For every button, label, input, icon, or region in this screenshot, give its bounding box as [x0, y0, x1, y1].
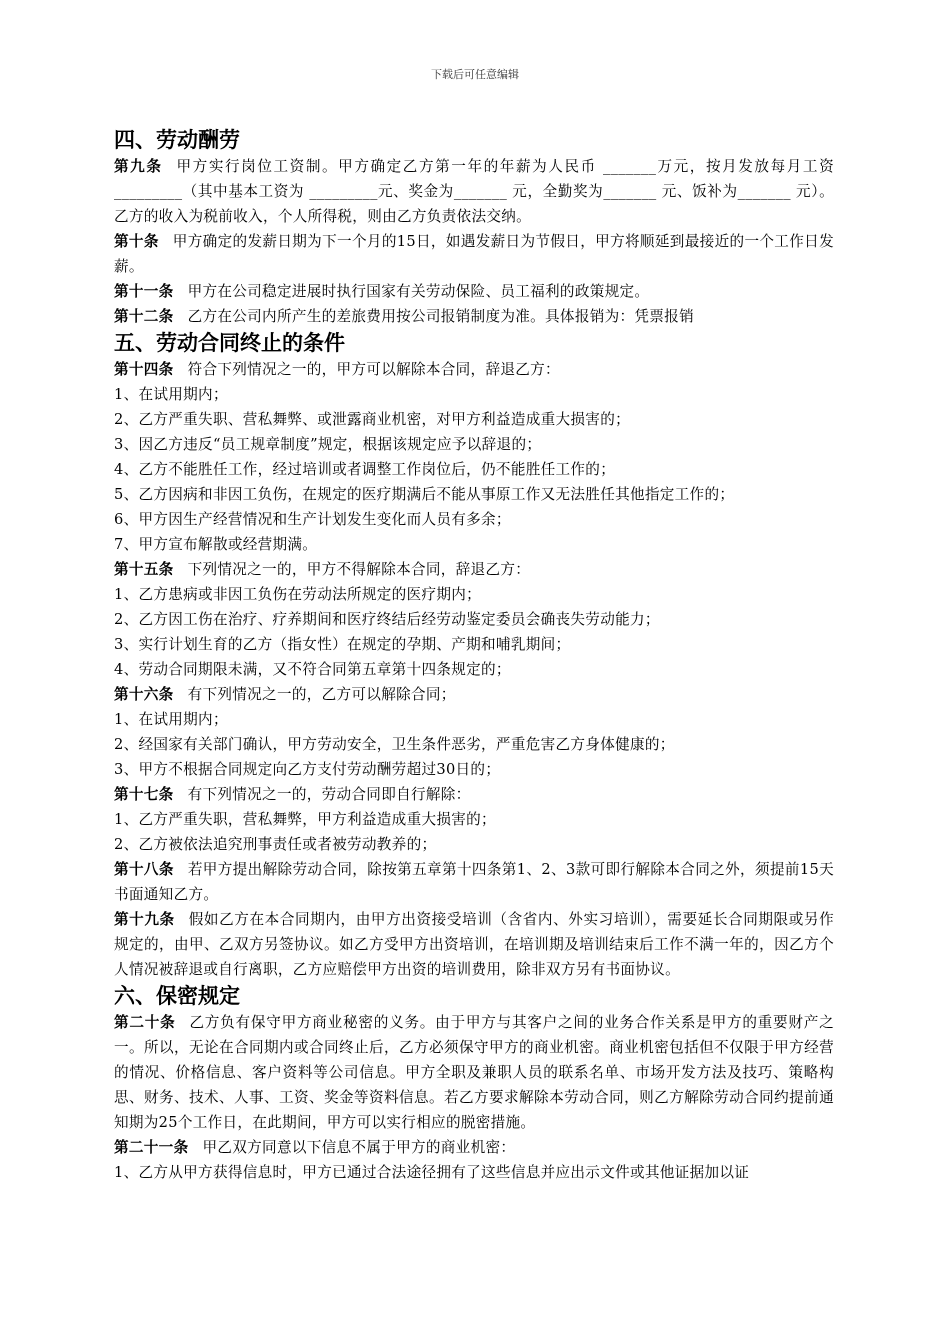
article-paragraph — [114, 357, 834, 382]
article-label: 第十一条 — [114, 283, 174, 300]
article-text: 甲方确定的发薪日期为下一个月的15日，如遇发薪日为节假日，甲方将顺延到最接近的一个工作日发薪。 — [114, 233, 834, 275]
article-text: 甲方实行岗位工资制。甲方确定乙方第一年的年薪为人民币 _______万元，按月发放每月工资_________（其中基本工资为 _________元、奖金为_______ 元，全勤奖为_______ 元、饭补为_______ 元）。 乙方的收入为税前收入，个人所得税，则由乙方负责依法交纳。 — [114, 158, 834, 225]
article-paragraph — [114, 229, 834, 279]
article-text: 乙方在公司内所产生的差旅费用按公司报销制度为准。具体报销为：凭票报销 — [187, 308, 694, 325]
article-paragraph — [114, 682, 834, 707]
list-item: 4、劳动合同期限未满，又不符合同第五章第十四条规定的； — [114, 661, 511, 678]
list-item: 1、在试用期内； — [114, 386, 228, 403]
article-paragraph — [114, 154, 834, 229]
list-item: 2、乙方严重失职、营私舞弊、或泄露商业机密，对甲方利益造成重大损害的； — [114, 411, 630, 428]
list-item: 2、经国家有关部门确认，甲方劳动安全，卫生条件恶劣，严重危害乙方身体健康的； — [114, 736, 675, 753]
article-label: 第十五条 — [114, 561, 174, 578]
section-heading: 五、劳动合同终止的条件 — [114, 331, 345, 355]
list-item: 7、甲方宣布解散或经营期满。 — [114, 536, 318, 553]
list-item: 3、实行计划生育的乙方（指女性）在规定的孕期、产期和哺乳期间； — [114, 636, 571, 653]
article-paragraph — [114, 279, 834, 304]
article-text: 乙方负有保守甲方商业秘密的义务。由于甲方与其客户之间的业务合作关系是甲方的重要财产之一。所以，无论在合同期内或合同终止后，乙方必须保守甲方的商业机密。商业机密包括但不仅限于甲方经营的情况、价格信息、客户资料等公司信息。甲方全职及兼职人员的联系名单、市场开发方法及技巧、策略构思、财务、技术、人事、工资、奖金等资料信息。若乙方要求解除本劳动合同，则乙方解除劳动合同约提前通知期为25个工作日，在此期间，甲方可以实行相应的脱密措施。 — [114, 1014, 834, 1131]
article-paragraph — [114, 782, 834, 807]
article-text: 下列情况之一的，甲方不得解除本合同，辞退乙方： — [187, 561, 531, 578]
section-heading: 六、保密规定 — [114, 984, 240, 1008]
list-item: 1、在试用期内； — [114, 711, 228, 728]
list-item: 3、因乙方违反“员工规章制度”规定，根据该规定应予以辞退的； — [114, 436, 542, 453]
list-item: 1、乙方从甲方获得信息时，甲方已通过合法途径拥有了这些信息并应出示文件或其他证据加以证 — [114, 1164, 750, 1181]
article-text: 甲乙双方同意以下信息不属于甲方的商业机密： — [202, 1139, 516, 1156]
article-paragraph — [114, 557, 834, 582]
article-text: 有下列情况之一的，乙方可以解除合同； — [187, 686, 456, 703]
list-item: 4、乙方不能胜任工作，经过培训或者调整工作岗位后，仍不能胜任工作的； — [114, 461, 616, 478]
article-paragraph — [114, 1135, 834, 1160]
article-label: 第二十一条 — [114, 1139, 189, 1156]
article-label: 第九条 — [114, 158, 163, 175]
list-item: 6、甲方因生产经营情况和生产计划发生变化而人员有多余； — [114, 511, 511, 528]
article-label: 第十九条 — [114, 911, 175, 928]
article-label: 第十四条 — [114, 361, 174, 378]
article-paragraph — [114, 907, 834, 982]
article-label: 第十八条 — [114, 861, 174, 878]
article-label: 第十条 — [114, 233, 159, 250]
list-item: 2、乙方因工伤在治疗、疗养期间和医疗终结后经劳动鉴定委员会确丧失劳动能力； — [114, 611, 660, 628]
article-text: 若甲方提出解除劳动合同，除按第五章第十四条第1、2、3款可即行解除本合同之外，须提前15天书面通知乙方。 — [114, 861, 834, 903]
article-text: 甲方在公司稳定进展时执行国家有关劳动保险、员工福利的政策规定。 — [187, 283, 650, 300]
list-item: 5、乙方因病和非因工负伤，在规定的医疗期满后不能从事原工作又无法胜任其他指定工作的； — [114, 486, 735, 503]
article-label: 第十二条 — [114, 308, 174, 325]
document-body — [114, 126, 834, 1185]
article-label: 第十六条 — [114, 686, 174, 703]
article-paragraph — [114, 304, 834, 329]
article-paragraph — [114, 857, 834, 907]
list-item: 3、甲方不根据合同规定向乙方支付劳动酬劳超过30日的； — [114, 761, 501, 778]
article-text: 假如乙方在本合同期内，由甲方出资接受培训（含省内、外实习培训），需要延长合同期限或另作规定的，由甲、乙双方另签协议。如乙方受甲方出资培训，在培训期及培训结束后工作不满一年的，因乙方个人情况被辞退或自行离职，乙方应赔偿甲方出资的培训费用，除非双方另有书面协议。 — [114, 911, 834, 978]
article-label: 第二十条 — [114, 1014, 176, 1031]
article-text: 有下列情况之一的，劳动合同即自行解除： — [187, 786, 471, 803]
page-header: 下载后可任意编辑 — [431, 68, 519, 81]
article-paragraph — [114, 1010, 834, 1135]
article-text: 符合下列情况之一的，甲方可以解除本合同，辞退乙方： — [187, 361, 560, 378]
list-item: 1、乙方严重失职，营私舞弊，甲方利益造成重大损害的； — [114, 811, 496, 828]
list-item: 2、乙方被依法追究刑事责任或者被劳动教养的； — [114, 836, 437, 853]
article-label: 第十七条 — [114, 786, 174, 803]
section-heading: 四、劳动酬劳 — [114, 128, 240, 152]
list-item: 1、乙方患病或非因工负伤在劳动法所规定的医疗期内； — [114, 586, 482, 603]
